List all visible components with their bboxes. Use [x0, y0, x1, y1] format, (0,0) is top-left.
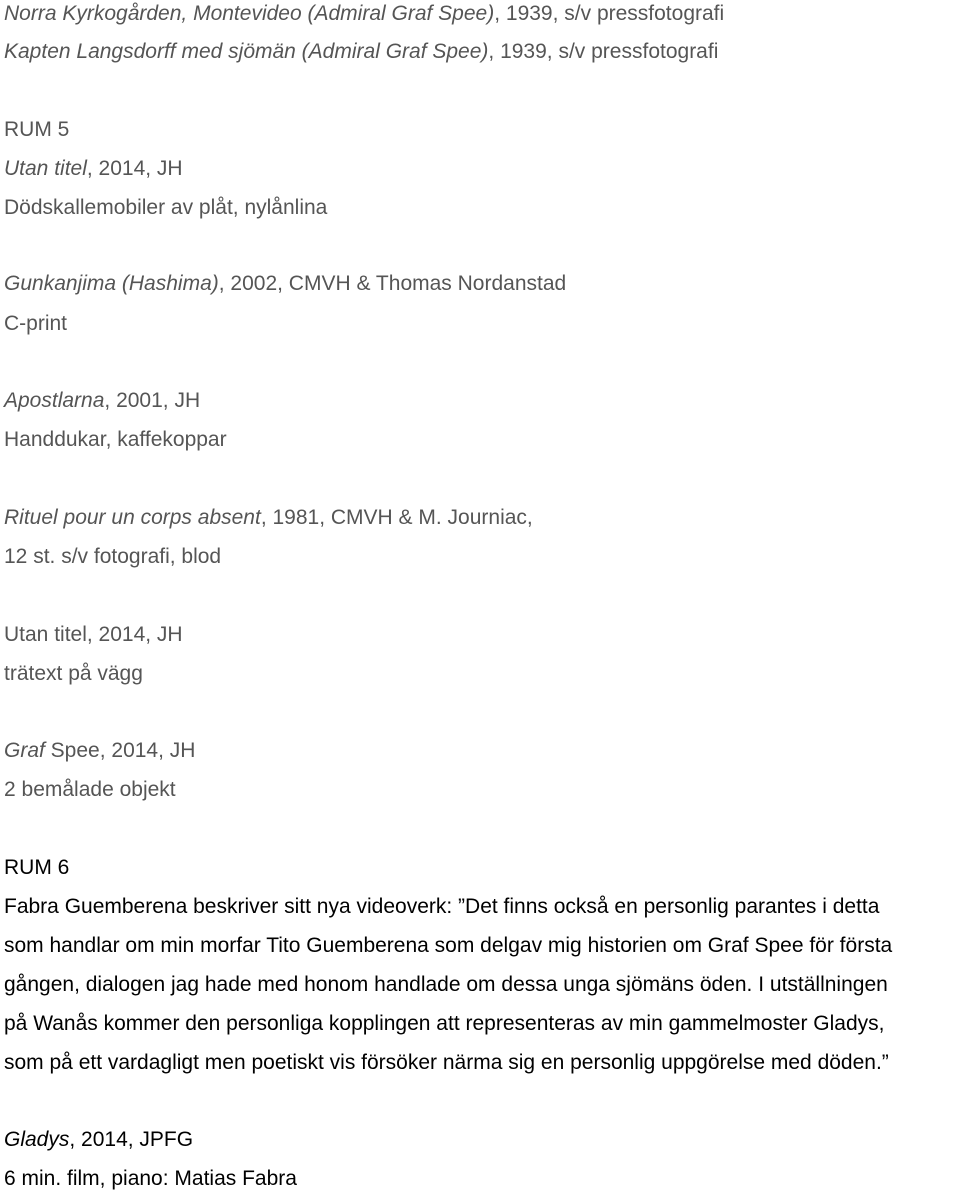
work-detail	[4, 195, 327, 221]
work-gladys	[4, 1127, 193, 1153]
work-detail	[4, 661, 143, 687]
work-detail	[4, 777, 176, 803]
paragraph-text: gången, dialogen jag hade med honom handlade om dessa unga sjömäns öden. I utställningen	[4, 973, 888, 996]
work-detail-text: 2 bemålade objekt	[4, 778, 176, 801]
paragraph-text: på Wanås kommer den personliga kopplingen att representeras av min gammelmoster Gladys,	[4, 1012, 885, 1035]
work-title: Kapten Langsdorff med sjömän (Admiral Graf Spee)	[4, 40, 489, 63]
caption-norra-kyrkogarden	[4, 1, 724, 27]
work-detail	[4, 311, 67, 337]
work-title: Apostlarna	[4, 389, 105, 412]
work-detail-text: Dödskallemobiler av plåt, nylånlina	[4, 196, 328, 219]
work-graf-spee	[4, 738, 195, 764]
paragraph-text: Fabra Guemberena beskriver sitt nya videoverk: ”Det finns också en personlig parantes i detta	[4, 895, 880, 918]
caption-kapten-langsdorff	[4, 39, 718, 65]
work-meta: , 2001, JH	[104, 389, 201, 412]
work-title: Graf	[4, 739, 45, 762]
work-meta: , 2002, CMVH & Thomas Nordanstad	[218, 272, 567, 295]
paragraph-line	[4, 894, 879, 920]
work-title: Gladys	[4, 1128, 70, 1151]
work-detail-text: Handdukar, kaffekoppar	[4, 428, 227, 451]
paragraph-line	[4, 972, 888, 998]
work-meta: Spee, 2014, JH	[44, 739, 196, 762]
work-utan-titel-tratext	[4, 622, 183, 648]
room5-heading	[4, 117, 69, 143]
work-title: Gunkanjima (Hashima)	[4, 272, 219, 295]
work-gunkanjima	[4, 271, 566, 297]
work-meta: , 2014, JPFG	[69, 1128, 194, 1151]
work-detail-text: trätext på vägg	[4, 662, 143, 685]
work-title-line: Utan titel, 2014, JH	[4, 623, 183, 646]
work-detail-text: C-print	[4, 312, 68, 335]
work-utan-titel-mobiler	[4, 156, 183, 182]
work-detail	[4, 427, 227, 453]
paragraph-text: som på ett vardagligt men poetiskt vis försöker närma sig en personlig uppgörelse med döden.”	[4, 1051, 889, 1074]
paragraph-text: som handlar om min morfar Tito Guemberena som delgav mig historien om Graf Spee för första	[4, 934, 893, 957]
work-title: Norra Kyrkogården, Montevideo (Admiral Graf Spee)	[4, 2, 495, 25]
paragraph-line	[4, 933, 892, 959]
work-rituel	[4, 505, 533, 531]
work-title: Utan titel	[4, 157, 87, 180]
work-meta: , 1981, CMVH & M. Journiac,	[260, 506, 533, 529]
work-apostlarna	[4, 388, 200, 414]
work-detail-text: 6 min. film, piano: Matias Fabra	[4, 1167, 297, 1190]
work-title: Rituel pour un corps absent	[4, 506, 261, 529]
room5-heading-text: RUM 5	[4, 118, 70, 141]
paragraph-line	[4, 1011, 884, 1037]
work-meta: , 1939, s/v pressfotografi	[494, 2, 725, 25]
room6-heading-text: RUM 6	[4, 856, 70, 879]
work-meta: , 2014, JH	[86, 157, 183, 180]
work-detail	[4, 1166, 297, 1192]
paragraph-line	[4, 1050, 889, 1076]
work-detail-text: 12 st. s/v fotografi, blod	[4, 545, 222, 568]
work-meta: , 1939, s/v pressfotografi	[488, 40, 719, 63]
work-detail	[4, 544, 221, 570]
room6-heading	[4, 855, 69, 881]
